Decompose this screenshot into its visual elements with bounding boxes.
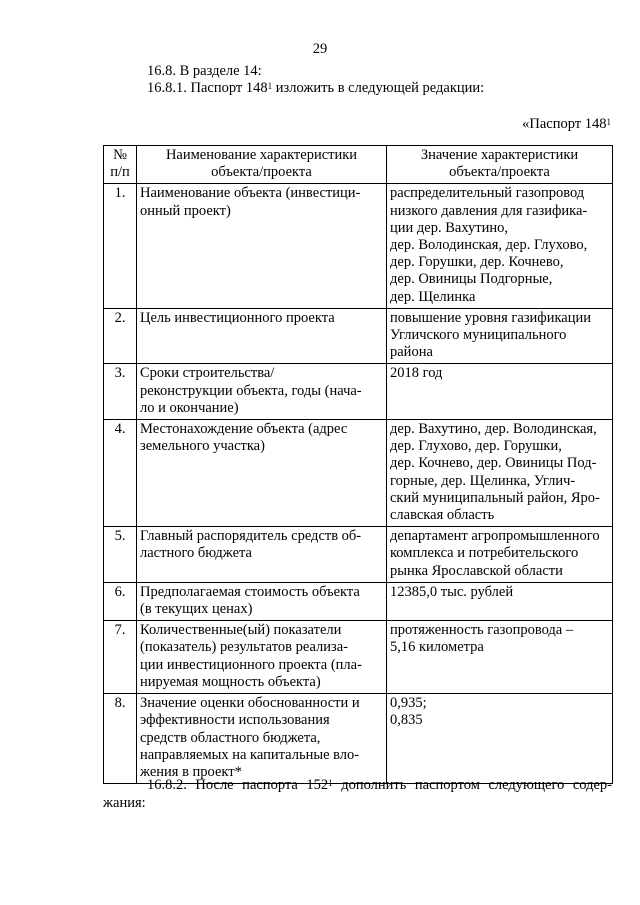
characteristic-name-line: жения в проект* bbox=[140, 763, 242, 780]
characteristic-name-line: ластного бюджета bbox=[140, 545, 252, 562]
characteristic-name-cell bbox=[137, 364, 387, 420]
closing-text-before: 16.8.2. После паспорта 152 bbox=[147, 777, 329, 793]
instruction-text-after: изложить в следующей редакции: bbox=[272, 80, 485, 96]
passport-table bbox=[103, 145, 613, 784]
table-row bbox=[104, 308, 613, 364]
characteristic-name-line: онный проект) bbox=[140, 202, 231, 219]
instruction-line bbox=[147, 80, 484, 97]
row-number-cell: 2. bbox=[104, 308, 137, 364]
characteristic-name-line: реконструкции объекта, годы (нача- bbox=[140, 382, 362, 399]
characteristic-value-line: района bbox=[390, 344, 433, 361]
characteristic-name-line: ло и окончание) bbox=[140, 399, 239, 416]
passport-label-superscript: 1 bbox=[606, 117, 611, 127]
characteristic-value-line: дер. Вахутино, дер. Володинская, bbox=[390, 421, 597, 438]
table-body bbox=[104, 184, 613, 784]
characteristic-name-line: ции инвестиционного проекта (пла- bbox=[140, 656, 362, 673]
table-row bbox=[104, 184, 613, 308]
characteristic-value-cell bbox=[387, 527, 613, 583]
row-number-cell: 6. bbox=[104, 582, 137, 620]
characteristic-value-line: протяженность газопровода – bbox=[390, 622, 574, 639]
characteristic-value-line: дер. Володинская, дер. Глухово, bbox=[390, 237, 588, 254]
characteristic-name-cell bbox=[137, 420, 387, 527]
page-number: 29 bbox=[312, 41, 328, 57]
characteristic-value-line: 12385,0 тыс. рублей bbox=[390, 583, 514, 600]
table-row bbox=[104, 420, 613, 527]
characteristic-value-cell bbox=[387, 364, 613, 420]
header-line: Наименование характеристики bbox=[165, 147, 358, 163]
characteristic-name-line: Предполагаемая стоимость объекта bbox=[140, 583, 360, 600]
header-value-cell bbox=[387, 146, 613, 184]
characteristic-value-cell bbox=[387, 184, 613, 308]
instruction-superscript: 1 bbox=[267, 81, 273, 91]
closing-paragraph-line-1 bbox=[147, 777, 612, 794]
characteristic-name-line: Количественные(ый) показатели bbox=[140, 622, 342, 639]
characteristic-name-line: нируемая мощность объекта) bbox=[140, 673, 321, 690]
characteristic-name-line: направляемых на капитальные вло- bbox=[140, 746, 360, 763]
characteristic-value-line: дер. Кочнево, дер. Овиницы Под- bbox=[390, 455, 597, 472]
characteristic-value-line: 0,935; bbox=[390, 695, 427, 712]
table-row bbox=[104, 694, 613, 784]
characteristic-value-line: ский муниципальный район, Яро- bbox=[390, 489, 600, 506]
passport-label bbox=[522, 116, 611, 133]
closing-paragraph-line-2: жания: bbox=[103, 795, 146, 811]
characteristic-name-line: Сроки строительства/ bbox=[140, 365, 275, 382]
characteristic-name-cell bbox=[137, 694, 387, 784]
characteristic-value-line: ции дер. Вахутино, bbox=[390, 219, 509, 236]
table-row bbox=[104, 582, 613, 620]
row-number-cell: 1. bbox=[104, 184, 137, 308]
header-line: п/п bbox=[110, 164, 130, 181]
table-row bbox=[104, 527, 613, 583]
characteristic-value-line: низкого давления для газифика- bbox=[390, 202, 588, 219]
characteristic-name-cell bbox=[137, 184, 387, 308]
characteristic-value-cell bbox=[387, 420, 613, 527]
characteristic-name-cell bbox=[137, 621, 387, 694]
closing-text-after: дополнить паспортом следующего содер- bbox=[332, 777, 612, 793]
characteristic-name-line: Цель инвестиционного проекта bbox=[140, 309, 335, 326]
characteristic-value-line: горные, дер. Щелинка, Углич- bbox=[390, 472, 576, 489]
row-number-cell: 3. bbox=[104, 364, 137, 420]
row-number-cell: 4. bbox=[104, 420, 137, 527]
characteristic-value-line: повышение уровня газификации bbox=[390, 309, 591, 326]
instruction-text-before: 16.8.1. Паспорт 148 bbox=[147, 80, 268, 96]
header-line: объекта/проекта bbox=[449, 164, 550, 181]
characteristic-name-line: средств областного бюджета, bbox=[140, 729, 321, 746]
row-number-cell: 7. bbox=[104, 621, 137, 694]
row-number-cell: 5. bbox=[104, 527, 137, 583]
header-line: № bbox=[113, 147, 127, 163]
characteristic-name-line: Главный распорядитель средств об- bbox=[140, 528, 362, 545]
characteristic-value-line: дер. Глухово, дер. Горушки, bbox=[390, 438, 562, 455]
header-number-cell bbox=[104, 146, 137, 184]
characteristic-value-line: славская область bbox=[390, 507, 495, 524]
characteristic-value-line: дер. Овиницы Подгорные, bbox=[390, 271, 553, 288]
characteristic-value-line: 2018 год bbox=[390, 365, 443, 382]
characteristic-value-line: Угличского муниципального bbox=[390, 327, 567, 344]
characteristic-name-line: (показатель) результатов реализа- bbox=[140, 639, 349, 656]
characteristic-name-line: Местонахождение объекта (адрес bbox=[140, 421, 348, 438]
row-number-cell: 8. bbox=[104, 694, 137, 784]
table-row bbox=[104, 364, 613, 420]
characteristic-name-cell bbox=[137, 527, 387, 583]
passport-label-text: «Паспорт 148 bbox=[522, 116, 607, 132]
characteristic-value-line: департамент агропромышленного bbox=[390, 528, 600, 545]
characteristic-value-line: дер. Щелинка bbox=[390, 288, 476, 305]
characteristic-value-cell bbox=[387, 694, 613, 784]
characteristic-name-line: Значение оценки обоснованности и bbox=[140, 695, 360, 712]
characteristic-value-line: дер. Горушки, дер. Кочнево, bbox=[390, 254, 564, 271]
section-heading: 16.8. В разделе 14: bbox=[147, 63, 262, 79]
header-name-cell bbox=[137, 146, 387, 184]
characteristic-value-line: 0,835 bbox=[390, 712, 423, 729]
header-line: Значение характеристики bbox=[420, 147, 579, 163]
characteristic-name-line: земельного участка) bbox=[140, 438, 265, 455]
characteristic-value-line: рынка Ярославской области bbox=[390, 562, 563, 579]
closing-superscript: 1 bbox=[328, 778, 333, 788]
table-row bbox=[104, 621, 613, 694]
table-header-row bbox=[104, 146, 613, 184]
characteristic-value-line: комплекса и потребительского bbox=[390, 545, 579, 562]
characteristic-name-cell bbox=[137, 308, 387, 364]
characteristic-name-line: эффективности использования bbox=[140, 712, 330, 729]
characteristic-value-cell bbox=[387, 308, 613, 364]
characteristic-value-cell bbox=[387, 621, 613, 694]
characteristic-name-line: Наименование объекта (инвестици- bbox=[140, 185, 361, 202]
characteristic-value-line: распределительный газопровод bbox=[390, 185, 585, 202]
header-line: объекта/проекта bbox=[211, 164, 312, 181]
characteristic-name-line: (в текущих ценах) bbox=[140, 601, 253, 618]
characteristic-value-cell bbox=[387, 582, 613, 620]
characteristic-name-cell bbox=[137, 582, 387, 620]
characteristic-value-line: 5,16 километра bbox=[390, 639, 484, 656]
